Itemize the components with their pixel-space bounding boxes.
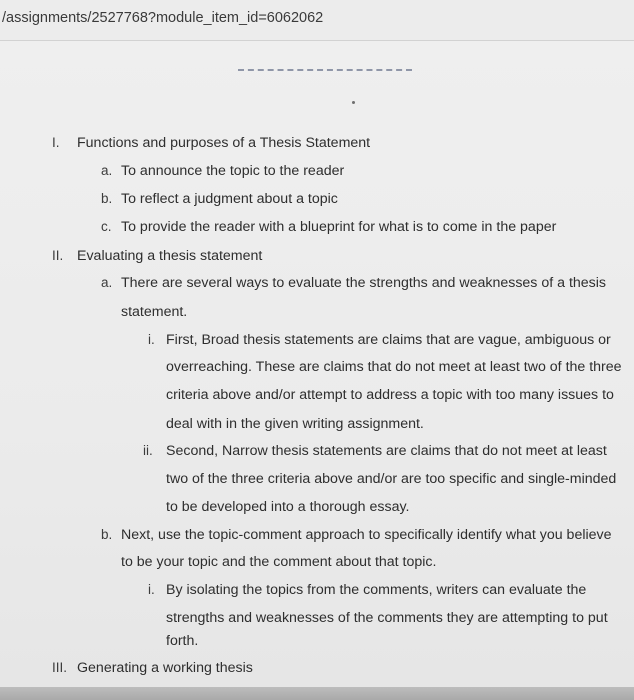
section-3-title: Generating a working thesis: [77, 660, 253, 676]
item-2b-line-1: Next, use the topic-comment approach to specifically identify what you believe: [121, 527, 612, 543]
item-2b-i-marker: i.: [148, 582, 155, 597]
section-2-title: Evaluating a thesis statement: [77, 248, 263, 264]
item-2b-line-2: to be your topic and the comment about that topic.: [121, 554, 437, 570]
item-1c-text: To provide the reader with a blueprint for what is to come in the paper: [121, 219, 557, 235]
item-2b-i-line-2: strengths and weaknesses of the comments they are attempting to put: [166, 610, 608, 626]
item-2b-i-line-3: forth.: [166, 633, 199, 649]
section-1-marker: I.: [52, 135, 60, 150]
item-2a-line-1: There are several ways to evaluate the strengths and weaknesses of a thesis: [121, 275, 607, 291]
section-2-marker: II.: [52, 248, 64, 263]
item-2a-i-line-2: overreaching. These are claims that do not meet at least two of the three: [166, 359, 622, 375]
speck-mark: [352, 101, 355, 104]
item-2a-i-line-3: criteria above and/or attempt to address a topic with too many issues to: [166, 387, 614, 403]
item-2a-marker: a.: [101, 275, 113, 290]
item-2a-ii-marker: ii.: [143, 443, 153, 458]
item-1c-marker: c.: [101, 219, 112, 234]
item-1b-marker: b.: [101, 191, 113, 206]
item-2a-i-line-1: First, Broad thesis statements are claims that are vague, ambiguous or: [166, 332, 611, 348]
item-2a-line-2: statement.: [121, 304, 188, 320]
section-3-marker: III.: [52, 660, 68, 675]
item-2b-marker: b.: [101, 527, 113, 542]
item-2a-ii-line-1: Second, Narrow thesis statements are claims that do not meet at least: [166, 443, 607, 459]
section-1-title: Functions and purposes of a Thesis Statement: [77, 135, 371, 151]
item-2a-i-line-4: deal with in the given writing assignment.: [166, 416, 424, 432]
document-page: [0, 41, 634, 687]
address-bar[interactable]: [0, 0, 634, 41]
item-2a-ii-line-2: two of the three criteria above and/or are too specific and single-minded: [166, 471, 617, 487]
item-1a-text: To announce the topic to the reader: [121, 163, 345, 179]
item-1b-text: To reflect a judgment about a topic: [121, 191, 338, 207]
item-2a-i-marker: i.: [148, 332, 155, 347]
item-2a-ii-line-3: to be developed into a thorough essay.: [166, 499, 410, 515]
dashed-divider: [238, 69, 412, 71]
bottom-edge: [0, 687, 634, 700]
item-2b-i-line-1: By isolating the topics from the comments, writers can evaluate the: [166, 582, 587, 598]
url-text[interactable]: /assignments/2527768?module_item_id=6062062: [2, 10, 324, 26]
item-1a-marker: a.: [101, 163, 113, 178]
